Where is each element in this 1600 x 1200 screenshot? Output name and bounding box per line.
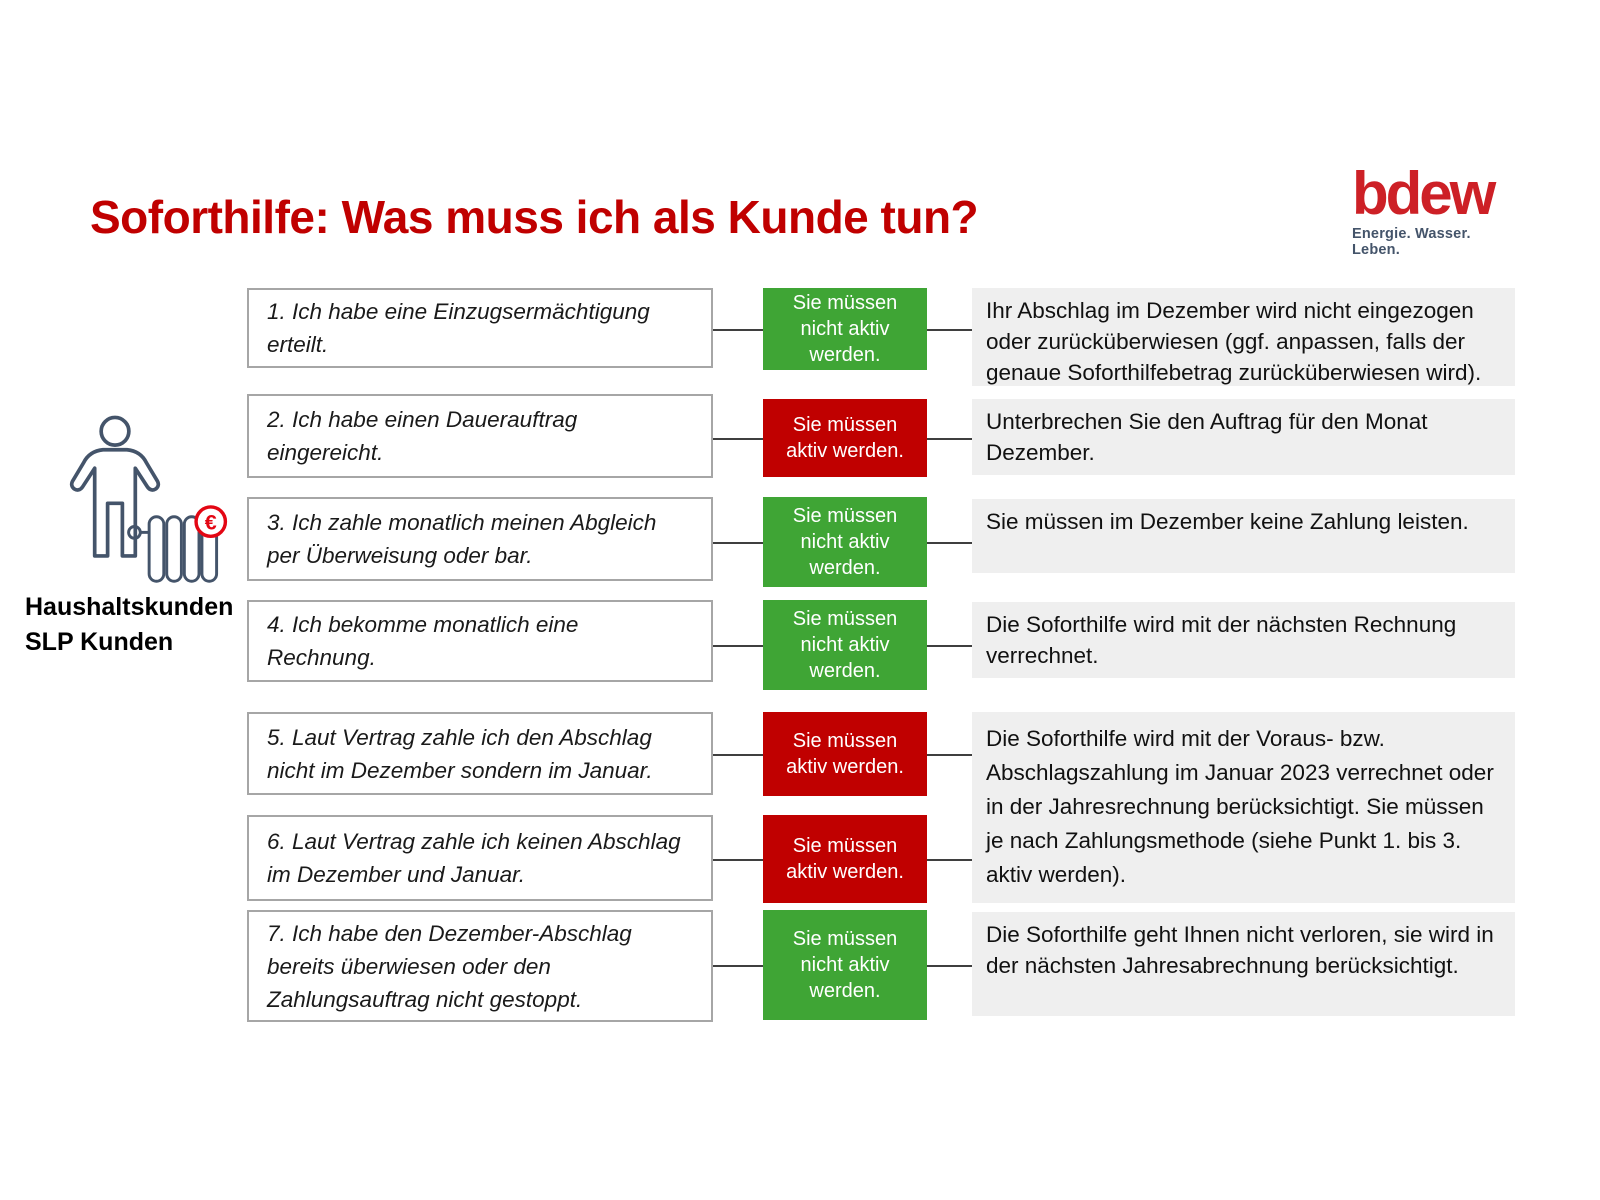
- connector-right-5: [927, 754, 972, 756]
- scenario-box-6: [247, 815, 713, 901]
- action-box-5: [763, 712, 927, 796]
- scenario-text-6: 6. Laut Vertrag zahle ich keinen Abschlag im Dezember und Januar.: [267, 829, 681, 887]
- scenario-box-2: [247, 394, 713, 478]
- scenario-box-5: [247, 712, 713, 795]
- connector-left-2: [713, 438, 763, 440]
- radiator-euro-icon: [125, 505, 229, 593]
- scenario-text-4: 4. Ich bekomme monatlich eine Rechnung.: [267, 612, 579, 670]
- explanation-box-2: Unterbrechen Sie den Auftrag für den Monat Dezember.: [972, 399, 1515, 475]
- action-text-1: Sie müssen nicht aktiv werden.: [792, 292, 898, 366]
- explanation-box-5-6: Die Soforthilfe wird mit der Voraus- bzw. Abschlagszahlung im Januar 2023 verrechnet oder in der Jahresrechnung berücksichtigt. Sie müssen je nach Zahlungsmethode (siehe Punkt 1. bis 3. aktiv werden).: [972, 712, 1515, 903]
- action-text-3: Sie müssen nicht aktiv werden.: [792, 505, 898, 579]
- action-box-7: [763, 910, 927, 1020]
- connector-right-1: [927, 329, 972, 331]
- action-box-2: [763, 399, 927, 477]
- explanation-box-1: Ihr Abschlag im Dezember wird nicht eingezogen oder zurücküberwiesen (ggf. anpassen, falls der genaue Soforthilfebetrag zurücküberwiesen wird).: [972, 288, 1515, 386]
- action-text-2: Sie müssen aktiv werden.: [786, 414, 904, 462]
- svg-text:€: €: [204, 510, 217, 535]
- action-box-4: [763, 600, 927, 690]
- connector-right-3: [927, 542, 972, 544]
- explanation-box-7: Die Soforthilfe geht Ihnen nicht verloren, sie wird in der nächsten Jahresabrechnung berücksichtigt.: [972, 912, 1515, 1016]
- connector-left-4: [713, 645, 763, 647]
- audience-label: [25, 590, 233, 660]
- explanation-box-3: Sie müssen im Dezember keine Zahlung leisten.: [972, 499, 1515, 573]
- connector-left-1: [713, 329, 763, 331]
- bdew-logo: [1352, 160, 1512, 258]
- scenario-box-1: [247, 288, 713, 368]
- scenario-text-3: 3. Ich zahle monatlich meinen Abgleich per Überweisung oder bar.: [267, 510, 657, 568]
- connector-right-2: [927, 438, 972, 440]
- scenario-text-1: 1. Ich habe eine Einzugsermächtigung erteilt.: [267, 299, 650, 357]
- scenario-text-5: 5. Laut Vertrag zahle ich den Abschlag nicht im Dezember sondern im Januar.: [267, 724, 653, 783]
- connector-left-3: [713, 542, 763, 544]
- action-box-6: [763, 815, 927, 903]
- action-box-1: [763, 288, 927, 370]
- connector-right-4: [927, 645, 972, 647]
- scenario-box-4: [247, 600, 713, 682]
- action-text-5: Sie müssen aktiv werden.: [786, 730, 904, 778]
- scenario-box-7: [247, 910, 713, 1022]
- explanation-box-4: Die Soforthilfe wird mit der nächsten Rechnung verrechnet.: [972, 602, 1515, 678]
- action-box-3: [763, 497, 927, 587]
- bdew-logo-wordmark: bdew: [1352, 160, 1494, 227]
- page-title: Soforthilfe: Was muss ich als Kunde tun?: [90, 191, 979, 243]
- connector-right-6: [927, 859, 972, 861]
- audience-label-line2: SLP Kunden: [25, 628, 174, 656]
- bdew-logo-tagline: Energie. Wasser. Leben.: [1352, 226, 1471, 258]
- connector-left-5: [713, 754, 763, 756]
- scenario-box-3: [247, 497, 713, 581]
- action-text-6: Sie müssen aktiv werden.: [786, 835, 904, 883]
- scenario-text-2: 2. Ich habe einen Dauerauftrag eingereicht.: [267, 407, 578, 465]
- connector-right-7: [927, 965, 972, 967]
- audience-label-line1: Haushaltskunden: [25, 593, 234, 621]
- connector-left-7: [713, 965, 763, 967]
- scenario-text-7: 7. Ich habe den Dezember-Abschlag bereits überwiesen oder den Zahlungsauftrag nicht gestoppt.: [267, 920, 632, 1012]
- action-text-7: Sie müssen nicht aktiv werden.: [792, 928, 898, 1002]
- connector-left-6: [713, 859, 763, 861]
- action-text-4: Sie müssen nicht aktiv werden.: [792, 608, 898, 682]
